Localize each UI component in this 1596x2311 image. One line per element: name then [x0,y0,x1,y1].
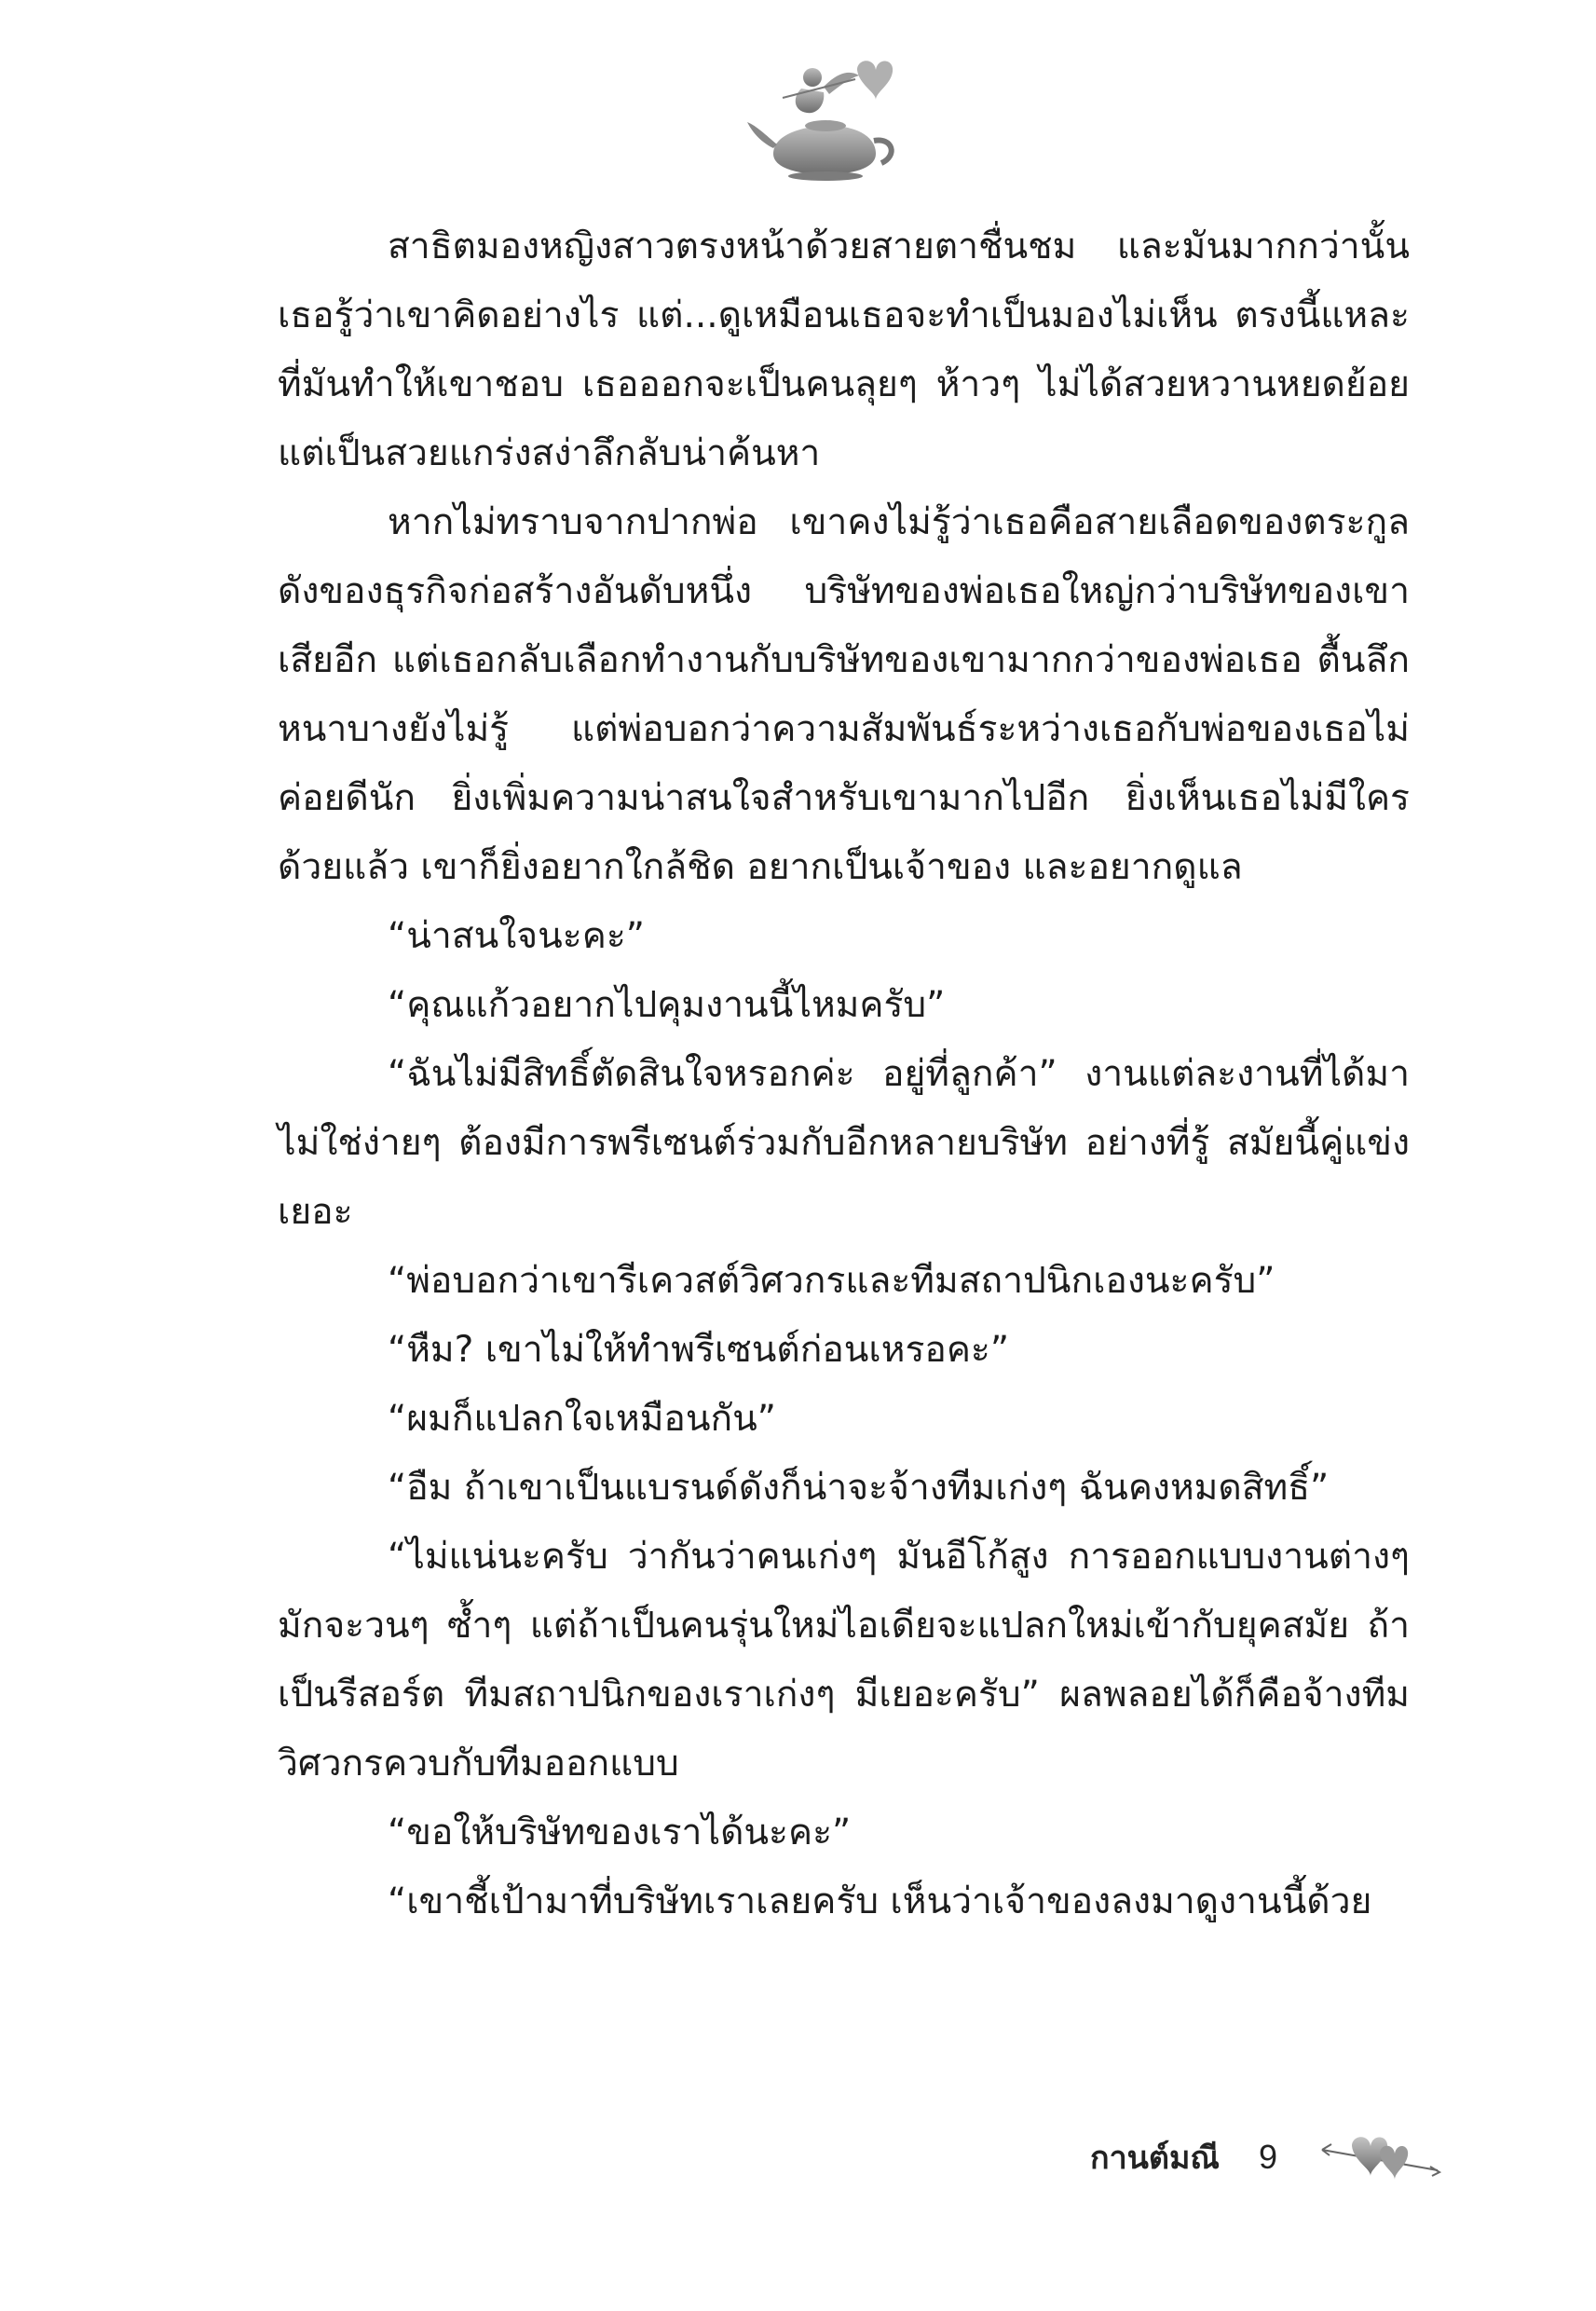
body-text [278,212,1410,1936]
dialogue-line: “อืม ถ้าเขาเป็นแบรนด์ดังก็น่าจะจ้างทีมเก่งๆ ฉันคงหมดสิทธิ์” [388,1467,1330,1509]
page-footer [1090,2129,1444,2185]
dialogue-line: “พ่อบอกว่าเขารีเควสต์วิศวกรและทีมสถาปนิกเองนะครับ” [388,1260,1275,1302]
dialogue-line: “น่าสนใจนะคะ” [388,915,645,957]
dialogue-line: “คุณแก้วอยากไปคุมงานนี้ไหมครับ” [388,984,946,1026]
paragraph: หากไม่ทราบจากปากพ่อ เขาคงไม่รู้ว่าเธอคือสายเลือดของตระกูลดังของธุรกิจก่อสร้างอันดับหนึ่ง บริษัทของพ่อเธอใหญ่กว่าบริษัทของเขาเสียอีก แต่เธอกลับเลือกทำงานกับบริษัทของเขามากกว่าของพ่อเธอ ตื้นลึกหนาบางยังไม่รู้ แต่พ่อบอกว่าความสัมพันธ์ระหว่างเธอกับพ่อของเธอไม่ค่อยดีนัก ยิ่งเพิ่มความน่าสนใจสำหรับเขามากไปอีก ยิ่งเห็นเธอไม่มีใครด้วยแล้ว เขาก็ยิ่งอยากใกล้ชิด อยากเป็นเจ้าของ และอยากดูแล [278,501,1410,888]
dialogue-line: “เขาชี้เป้ามาที่บริษัทเราเลยครับ เห็นว่าเจ้าของลงมาดูงานนี้ด้วย [388,1880,1372,1922]
dialogue-line: “หืม? เขาไม่ให้ทำพรีเซนต์ก่อนเหรอคะ” [388,1329,1010,1371]
book-title: กานต์มณี [1090,2140,1220,2177]
hearts-arrow-icon [1318,2129,1444,2185]
paragraph: “ฉันไม่มีสิทธิ์ตัดสินใจหรอกค่ะ อยู่ที่ลูกค้า” งานแต่ละงานที่ได้มาไม่ใช่ง่ายๆ ต้องมีการพรีเซนต์ร่วมกับอีกหลายบริษัท อย่างที่รู้ สมัยนี้คู่แข่งเยอะ [278,1053,1410,1233]
paragraph: “ไม่แน่นะครับ ว่ากันว่าคนเก่งๆ มันอีโก้สูง การออกแบบงานต่างๆ มักจะวนๆ ซ้ำๆ แต่ถ้าเป็นคนรุ่นใหม่ไอเดียจะแปลกใหม่เข้ากับยุคสมัย ถ้าเป็นรีสอร์ต ทีมสถาปนิกของเราเก่งๆ มีเยอะครับ” ผลพลอยได้ก็คือจ้างทีมวิศวกรควบกับทีมออกแบบ [278,1536,1410,1785]
page-number: 9 [1258,2138,1277,2176]
dialogue-line: “ขอให้บริษัทของเราได้นะคะ” [388,1812,852,1853]
paragraph: สาธิตมองหญิงสาวตรงหน้าด้วยสายตาชื่นชม และมันมากกว่านั้น เธอรู้ว่าเขาคิดอย่างไร แต่...ดูเหมือนเธอจะทำเป็นมองไม่เห็น ตรงนี้แหละที่มันทำให้เขาชอบ เธอออกจะเป็นคนลุยๆ ห้าวๆ ไม่ได้สวยหวานหยดย้อย แต่เป็นสวยแกร่งสง่าลึกลับน่าค้นหา [278,226,1410,474]
dialogue-line: “ผมก็แปลกใจเหมือนกัน” [388,1398,776,1440]
cupid-teapot-icon [745,51,904,191]
